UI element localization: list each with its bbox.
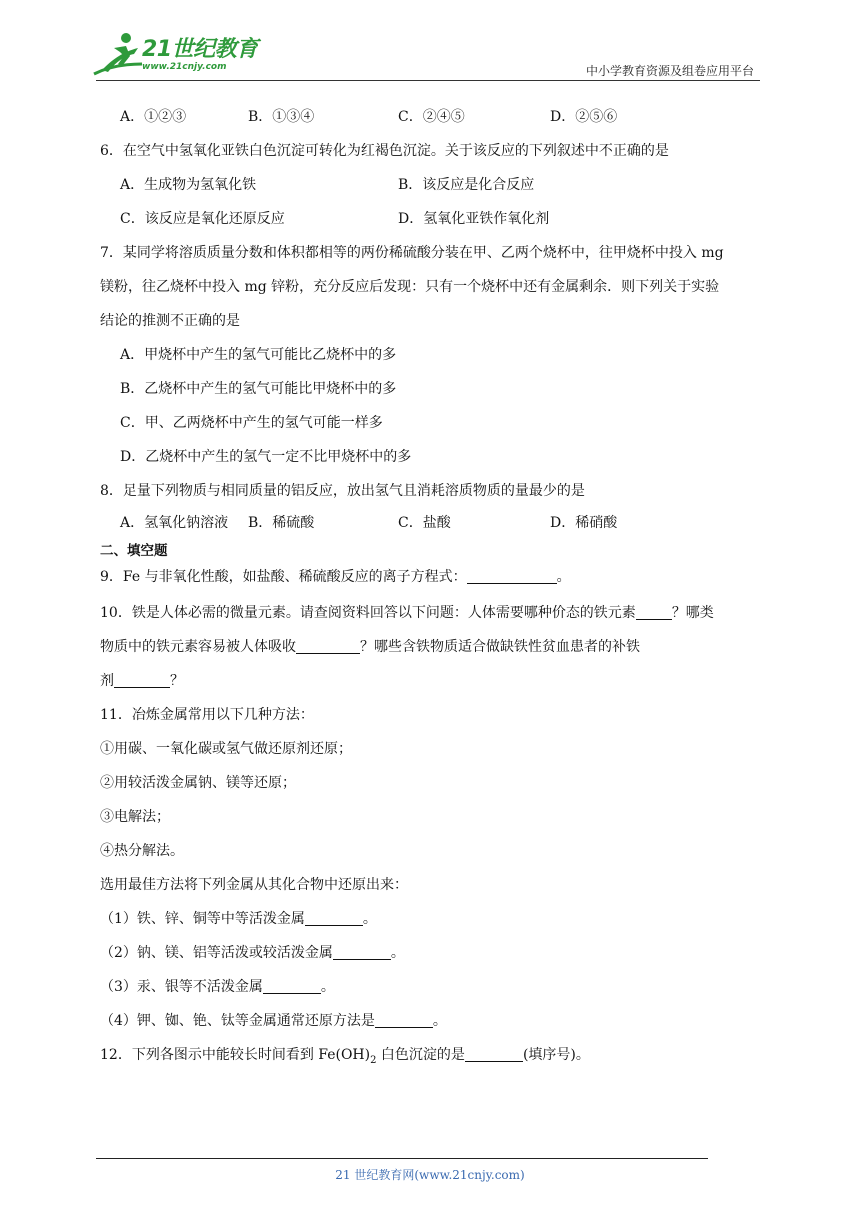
q10-blank-2[interactable]	[296, 639, 360, 654]
section-heading-fill-in: 二、填空题	[100, 543, 168, 559]
logo-url: www.21cnjy.com	[142, 62, 227, 72]
q11-sub-2	[100, 942, 405, 962]
q12-subscript: 2	[370, 1054, 377, 1066]
q6-option-a: A．生成物为氢氧化铁	[120, 177, 257, 193]
q8-stem: 8．足量下列物质与相同质量的铝反应，放出氢气且消耗溶质物质的量最少的是	[100, 483, 585, 499]
q10-line-2	[100, 636, 640, 656]
q11-method-4: ④热分解法。	[100, 843, 184, 859]
q11-sub-2-text: （2）钠、镁、铝等活泼或较活泼金属	[100, 945, 333, 961]
q11-sub-3-text: （3）汞、银等不活泼金属	[100, 979, 263, 995]
site-logo[interactable]	[92, 30, 262, 82]
q7-stem-line-3: 结论的推测不正确的是	[100, 313, 240, 329]
q9-answer-blank[interactable]	[467, 569, 557, 584]
q5-option-d: D．②⑤⑥	[550, 109, 618, 125]
q10-blank-3[interactable]	[114, 673, 170, 688]
q11-method-1: ①用碳、一氧化碳或氢气做还原剂还原；	[100, 741, 352, 757]
q7-stem-line-1: 7．某同学将溶质质量分数和体积都相等的两份稀硫酸分装在甲、乙两个烧杯中，往甲烧杯中投入 mg	[100, 245, 724, 261]
q9-line	[100, 566, 571, 586]
q10-text-1a: 10．铁是人体必需的微量元素。请查阅资料回答以下问题：人体需要哪种价态的铁元素	[100, 605, 636, 621]
q10-text-1b: ？哪类	[671, 605, 714, 621]
q11-instruction: 选用最佳方法将下列金属从其化合物中还原出来：	[100, 877, 408, 893]
q6-stem: 6．在空气中氢氧化亚铁白色沉淀可转化为红褐色沉淀。关于该反应的下列叙述中不正确的是	[100, 143, 669, 159]
q9-end: 。	[556, 569, 571, 585]
footer-divider	[96, 1158, 708, 1159]
header-divider	[96, 80, 760, 81]
q10-text-3b: ？	[170, 673, 184, 689]
q5-option-a: A．①②③	[120, 109, 187, 125]
q11-sub-2-end: 。	[390, 945, 405, 961]
q10-text-2b: ？哪些含铁物质适合做缺铁性贫血患者的补铁	[360, 639, 640, 655]
q7-stem-line-2: 镁粉，往乙烧杯中投入 mg 锌粉，充分反应后发现：只有一个烧杯中还有金属剩余．则下列关于实验	[100, 279, 720, 295]
q11-sub-1-blank[interactable]	[305, 911, 363, 926]
page-header	[0, 0, 860, 84]
q8-option-a: A．氢氧化钠溶液	[120, 515, 229, 531]
q12-text-c: (填序号)。	[522, 1047, 590, 1063]
q11-sub-2-blank[interactable]	[333, 945, 391, 960]
q11-sub-4-blank[interactable]	[375, 1013, 433, 1028]
q11-sub-4-text: （4）钾、铷、铯、钛等金属通常还原方法是	[100, 1013, 375, 1029]
q11-sub-3-blank[interactable]	[263, 979, 321, 994]
footer-source[interactable]: 21 世纪教育网(www.21cnjy.com)	[335, 1168, 525, 1182]
q5-option-b: B．①③④	[248, 109, 315, 125]
q8-option-c: C．盐酸	[398, 515, 451, 531]
q11-method-2: ②用较活泼金属钠、镁等还原；	[100, 775, 296, 791]
q5-option-c: C．②④⑤	[398, 109, 465, 125]
q7-option-a: A．甲烧杯中产生的氢气可能比乙烧杯中的多	[120, 347, 397, 363]
q10-text-3a: 剂	[100, 673, 114, 689]
q6-option-d: D．氢氧化亚铁作氧化剂	[398, 211, 550, 227]
q8-option-d: D．稀硝酸	[550, 515, 618, 531]
q11-sub-4-end: 。	[432, 1013, 447, 1029]
q9-text: 9．Fe 与非氧化性酸，如盐酸、稀硫酸反应的离子方程式：	[100, 569, 467, 585]
q12-answer-blank[interactable]	[465, 1047, 523, 1062]
q11-sub-1	[100, 908, 377, 928]
q7-option-c: C．甲、乙两烧杯中产生的氢气可能一样多	[120, 415, 383, 431]
q11-sub-1-text: （1）铁、锌、铜等中等活泼金属	[100, 911, 305, 927]
q12-line	[100, 1044, 590, 1066]
header-platform-label: 中小学教育资源及组卷应用平台	[585, 64, 754, 78]
q7-option-d: D．乙烧杯中产生的氢气一定不比甲烧杯中的多	[120, 449, 412, 465]
logo-text: 21世纪教育	[142, 37, 258, 62]
q12-text-a: 12．下列各图示中能较长时间看到 Fe(OH)	[100, 1047, 371, 1063]
q11-stem: 11．冶炼金属常用以下几种方法：	[100, 707, 314, 723]
q6-option-c: C．该反应是氧化还原反应	[120, 211, 285, 227]
q12-text-b: 白色沉淀的是	[376, 1047, 465, 1063]
q11-sub-3	[100, 976, 335, 996]
q11-method-3: ③电解法；	[100, 809, 170, 825]
q11-sub-3-end: 。	[320, 979, 335, 995]
q10-text-2a: 物质中的铁元素容易被人体吸收	[100, 639, 296, 655]
q11-sub-1-end: 。	[362, 911, 377, 927]
q10-line-1	[100, 602, 714, 622]
q10-line-3	[100, 670, 184, 690]
q11-sub-4	[100, 1010, 447, 1030]
q8-option-b: B．稀硫酸	[248, 515, 315, 531]
q6-option-b: B．该反应是化合反应	[398, 177, 535, 193]
q7-option-b: B．乙烧杯中产生的氢气可能比甲烧杯中的多	[120, 381, 397, 397]
q10-blank-1[interactable]	[636, 605, 672, 620]
runner-logo-icon	[92, 30, 144, 76]
